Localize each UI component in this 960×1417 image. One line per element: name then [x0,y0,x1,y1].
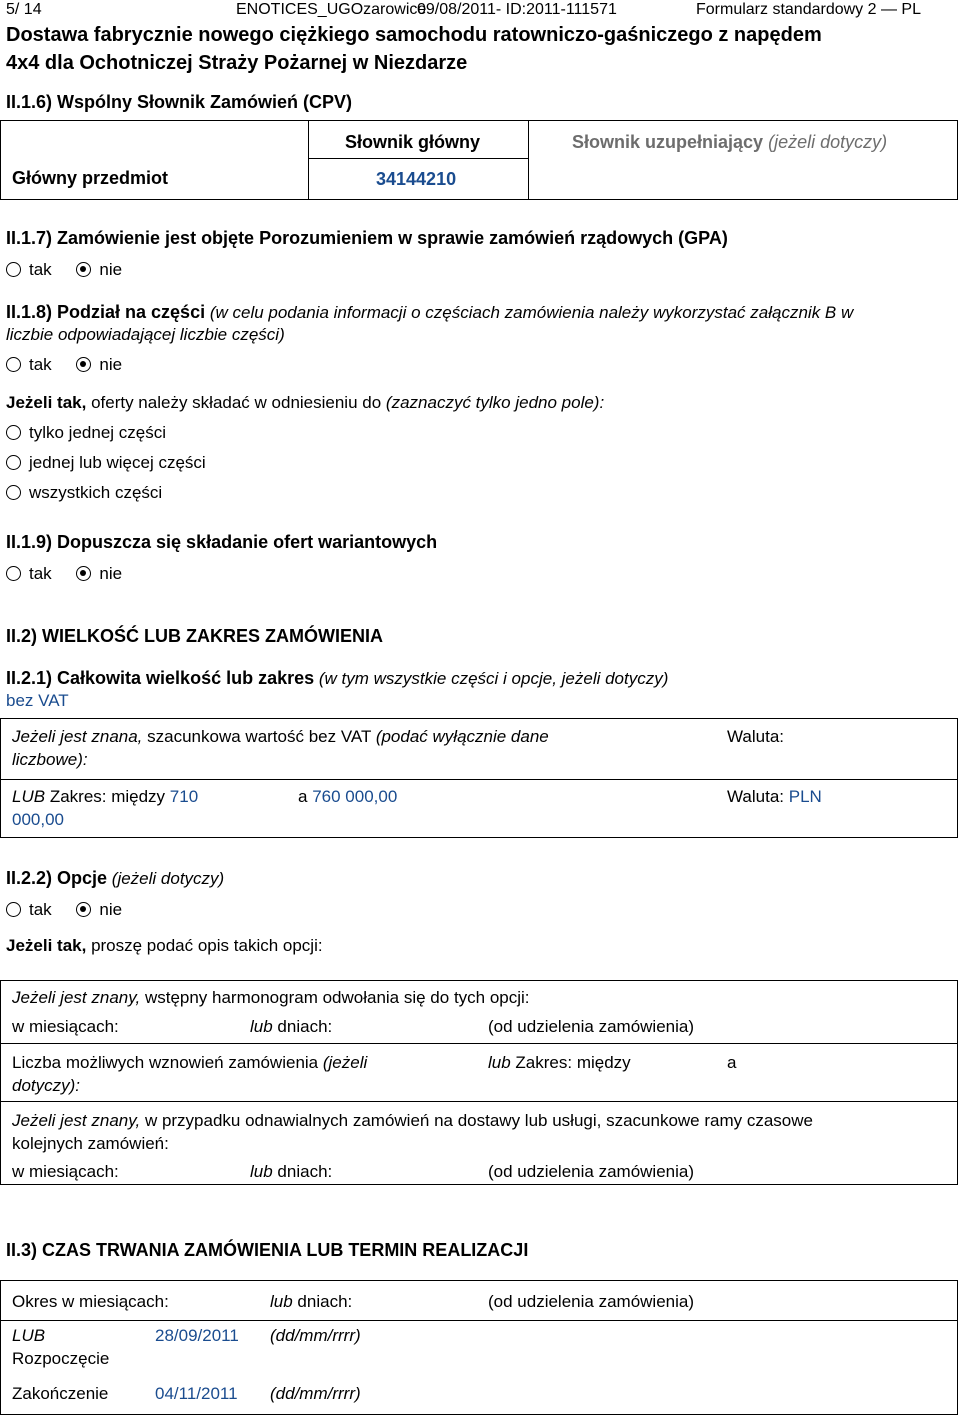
options-from-award: (od udzielenia zamówienia) [488,1017,695,1036]
gpa-option-no[interactable]: nie [76,260,122,280]
lots-note-line2: liczbie odpowiadającej liczbie części) [6,325,285,344]
options-renewable-line1: Jeżeli jest znany, w przypadku odnawialnych zamówień na dostawy lub usługi, szacunkowe ramy czasowe [12,1111,813,1130]
cpv-row-label: Główny przedmiot [12,168,169,188]
options-renew-range: lub Zakres: między [488,1053,631,1072]
cpv-heading: II.1.6) Wspólny Słownik Zamówień (CPV) [6,92,353,112]
scope-range-to: a 760 000,00 [298,787,398,806]
scope-range-line1: LUB Zakres: między 710 [12,787,199,806]
options-months-label: w miesiącach: [12,1017,119,1036]
lots-heading-line1: II.1.8) Podział na części (w celu podania informacji o częściach zamówienia należy wykorzystać załącznik B w [6,302,854,322]
lots-choice-2[interactable]: jednej lub więcej części [6,453,206,473]
duration-start-format: (dd/mm/rrrr) [270,1326,361,1345]
scope-estimated-line1: Jeżeli jest znana, szacunkowa wartość bez VAT (podać wyłącznie dane [12,727,549,746]
variants-option-no[interactable]: nie [76,564,122,584]
options-days-label-2: lub dniach: [250,1162,333,1181]
lots-option-yes[interactable]: tak [6,355,52,375]
duration-heading: II.3) CZAS TRWANIA ZAMÓWIENIA LUB TERMIN REALIZACJI [6,1240,529,1260]
radio-checked-icon [76,262,91,277]
duration-end-label: Zakończenie [12,1384,109,1403]
scope-heading: II.2) WIELKOŚĆ LUB ZAKRES ZAMÓWIENIA [6,626,383,646]
radio-unchecked-icon [6,902,21,917]
notice-date-id: 09/08/2011- ID:2011-111571 [417,1,617,18]
options-from-award-2: (od udzielenia zamówienia) [488,1162,695,1181]
scope-range-from-line2: 000,00 [12,810,64,829]
variants-heading: II.1.9) Dopuszcza się składanie ofert wariantowych [6,532,438,552]
cpv-main-vocab-header: Słownik główny [345,132,481,152]
radio-checked-icon [76,566,91,581]
variants-option-yes[interactable]: tak [6,564,52,584]
options-renewals-line1: Liczba możliwych wznowień zamówienia (jeżeli [12,1053,368,1072]
page-number: 5/ 14 [6,1,42,18]
radio-unchecked-icon [6,485,21,500]
options-days-label: lub dniach: [250,1017,333,1036]
duration-end-date: 04/11/2011 [155,1384,238,1403]
document-title-line1: Dostawa fabrycznie nowego ciężkiego samochodu ratowniczo-gaśniczego z napędem [6,24,822,46]
gpa-heading: II.1.7) Zamówienie jest objęte Porozumieniem w sprawie zamówień rządowych (GPA) [6,228,728,248]
radio-checked-icon [76,902,91,917]
options-option-yes[interactable]: tak [6,900,52,920]
cpv-code: 34144210 [376,169,457,189]
radio-unchecked-icon [6,357,21,372]
options-schedule-line: Jeżeli jest znany, wstępny harmonogram odwołania się do tych opcji: [12,988,530,1007]
options-option-no[interactable]: nie [76,900,122,920]
form-type: Formularz standardowy 2 — PL [696,1,921,18]
duration-end-format: (dd/mm/rrrr) [270,1384,361,1403]
notice-id: ENOTICES_UGOzarowice [236,1,427,18]
variants-options [6,564,142,584]
radio-checked-icon [76,357,91,372]
duration-period-label: Okres w miesiącach: [12,1292,169,1311]
options-if-yes: Jeżeli tak, proszę podać opis takich opcji: [6,936,323,955]
duration-start-label: Rozpoczęcie [12,1349,110,1368]
scope-total-heading: II.2.1) Całkowita wielkość lub zakres (w tym wszystkie części i opcje, jeżeli dotyczy) [6,668,669,688]
options-renew-and: a [727,1053,737,1072]
lots-choice-1[interactable]: tylko jednej części [6,423,166,443]
lots-if-yes: Jeżeli tak, oferty należy składać w odniesieniu do (zaznaczyć tylko jedno pole): [6,393,605,412]
gpa-options [6,260,142,280]
document-title-line2: 4x4 dla Ochotniczej Straży Pożarnej w Niezdarze [6,52,468,74]
options-box [0,980,958,1185]
scope-range-currency: Waluta: PLN [727,787,822,806]
radio-unchecked-icon [6,425,21,440]
duration-days-label: lub dniach: [270,1292,353,1311]
lots-choice-3[interactable]: wszystkich części [6,483,162,503]
scope-estimated-line2: liczbowe): [12,750,88,769]
options-heading: II.2.2) Opcje (jeżeli dotyczy) [6,868,225,888]
options-renewals-line2: dotyczy): [12,1076,81,1095]
duration-from-award: (od udzielenia zamówienia) [488,1292,695,1311]
duration-or-label: LUB [12,1326,46,1345]
options-months-label-2: w miesiącach: [12,1162,119,1181]
lots-option-no[interactable]: nie [76,355,122,375]
options-radios [6,900,142,920]
scope-currency-label: Waluta: [727,727,785,746]
duration-start-date: 28/09/2011 [155,1326,239,1345]
cpv-supp-vocab-header: Słownik uzupełniający (jeżeli dotyczy) [572,132,888,152]
gpa-option-yes[interactable]: tak [6,260,52,280]
radio-unchecked-icon [6,455,21,470]
options-renewable-line2: kolejnych zamówień: [12,1134,169,1153]
lots-options [6,355,142,375]
radio-unchecked-icon [6,262,21,277]
radio-unchecked-icon [6,566,21,581]
scope-vat: bez VAT [6,691,69,710]
